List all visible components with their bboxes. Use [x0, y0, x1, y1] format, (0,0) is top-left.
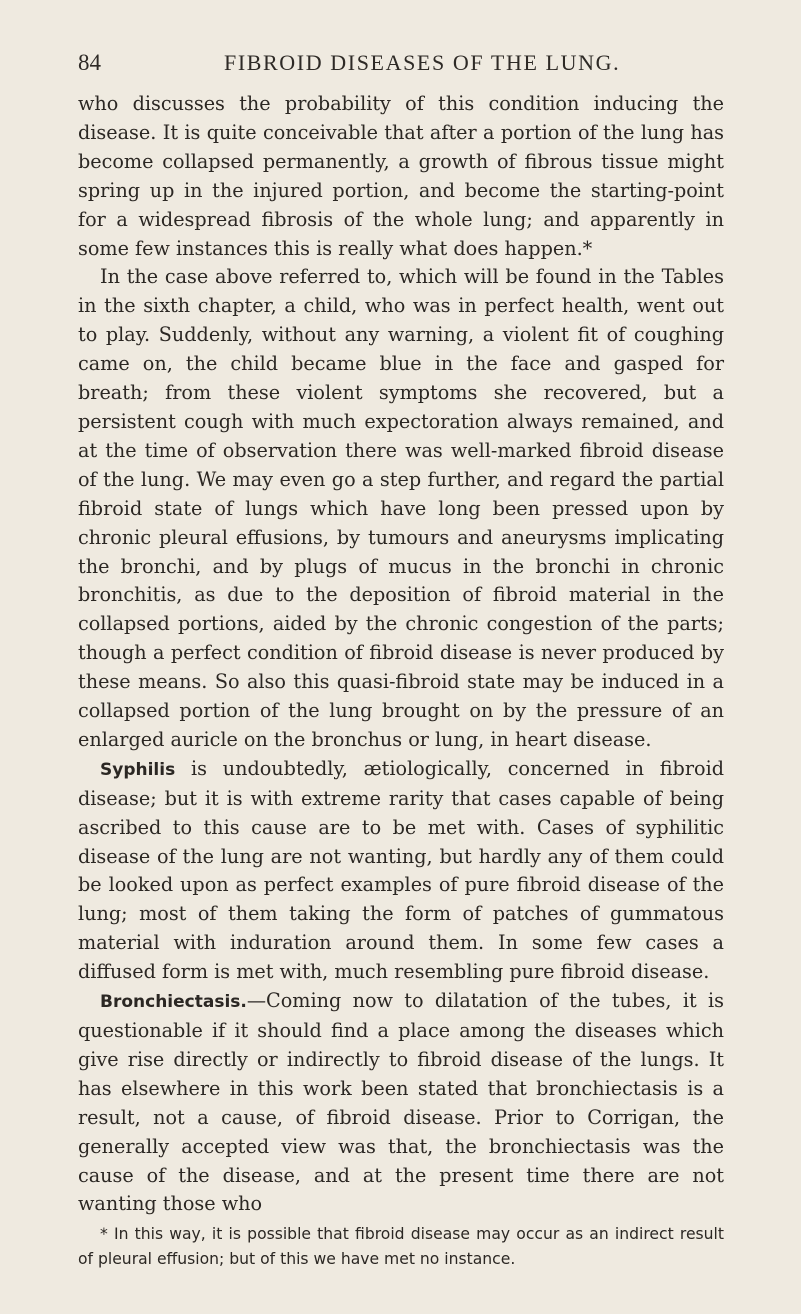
page-header [78, 50, 728, 80]
paragraph-text: —Coming now to dilatation of the tubes, it is questionable if it should find a place among the diseases which give rise directly or indirectly to fibroid disease of the lungs. It has elsewhere in this work been stated that bronchiectasis is a result, not a cause, of fibroid disease. Prior to Corrigan, the generally accepted view was that, the bronchiectasis was the cause of the disease, and at the present time there are not wanting those who [78, 989, 724, 1216]
paragraph-text: In the case above referred to, which will be found in the Tables in the sixth chapter, a child, who was in perfect health, went out to play. Suddenly, without any warning, a violent fit of coughing came on, the child became blue in the face and gasped for breath; from these violent symptoms she recovered, but a persistent cough with much expectoration always remained, and at the time of observation there was well-marked fibroid disease of the lung. We may even go a step further, and regard the partial fibroid state of lungs which have long been pressed upon by chronic pleural effusions, by tumours and aneurysms implicating the bronchi, and by plugs of mucus in the bronchi in chronic bronchitis, as due to the deposition of fibroid material in the collapsed portions, aided by the chronic congestion of the parts; though a perfect condition of fibroid disease is never produced by these means. So also this quasi-fibroid state may be induced in a collapsed portion of the lung brought on by the pressure of an enlarged auricle on the bronchus or lung, in heart disease. [78, 265, 724, 751]
paragraph [78, 755, 724, 987]
paragraph [78, 263, 724, 754]
page-number: 84 [78, 50, 101, 75]
footnote [78, 1222, 724, 1272]
paragraph [78, 987, 724, 1219]
paragraph-text: is undoubtedly, ætiologically, concerned in fibroid disease; but it is with extreme rarity that cases capable of being ascribed to this cause are to be met with. Cases of syphilitic disease of the lung are not wanting, but hardly any of them could be looked upon as perfect examples of pure fibroid disease of the lung; most of them taking the form of patches of gummatous material with induration around them. In some few cases a diffused form is met with, much resembling pure fibroid disease. [78, 756, 724, 984]
section-heading: Bronchiectasis. [100, 992, 247, 1013]
section-heading: Syphilis [100, 759, 176, 780]
paragraph-text: who discusses the probability of this condition inducing the disease. It is quite conceivable that after a portion of the lung has become collapsed permanently, a growth of fibrous tissue might spring up in the injured portion, and become the starting-point for a widespread fibrosis of the whole lung; and apparently in some few instances this is really what does happen.* [78, 92, 724, 260]
footnote-text: * In this way, it is possible that fibroid disease may occur as an indirect result of pleural effusion; but of this we have met no instance. [78, 1225, 724, 1268]
running-head: FIBROID DISEASES OF THE LUNG. [224, 50, 621, 75]
paragraph [78, 90, 724, 263]
body-text [78, 90, 724, 1219]
